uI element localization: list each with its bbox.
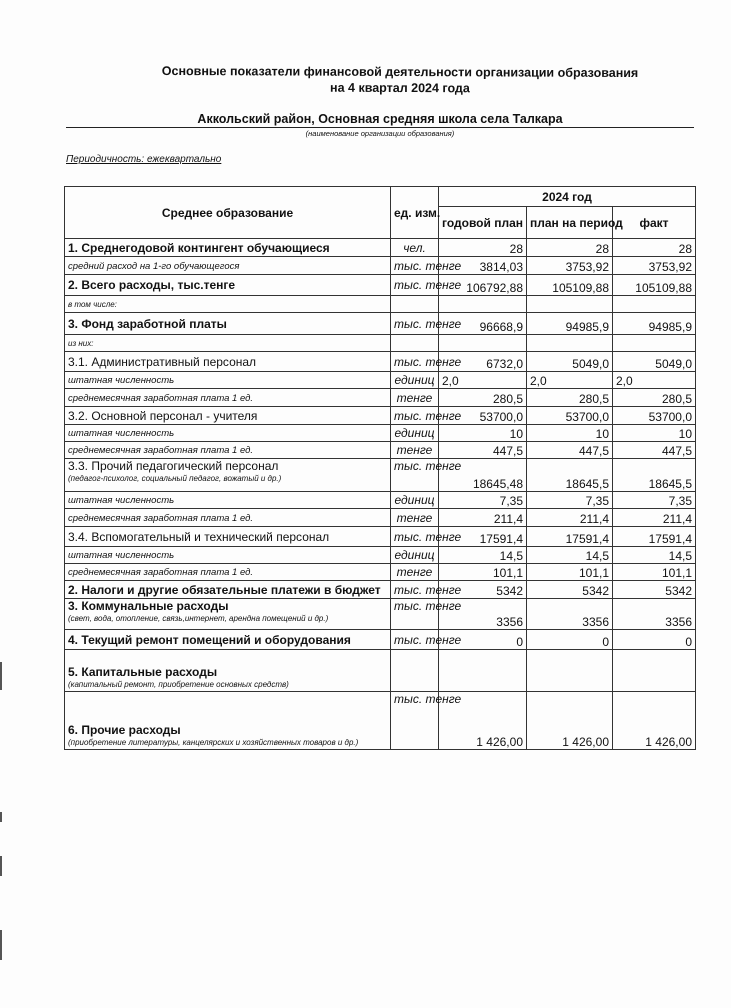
annual-plan-value: 3814,03	[439, 257, 527, 275]
organization-note: (наименование организации образования)	[305, 129, 455, 138]
row-name-cell	[65, 313, 391, 335]
table-row	[65, 425, 696, 442]
scan-mark	[0, 662, 2, 690]
period-plan-value: 7,35	[527, 492, 613, 509]
table-row	[65, 275, 696, 296]
row-unit: тыс. тенге	[391, 581, 439, 599]
table-row	[65, 335, 696, 352]
row-unit	[391, 335, 439, 352]
row-unit: единиц	[391, 425, 439, 442]
row-name-cell	[65, 442, 391, 459]
annual-plan-value: 211,4	[439, 509, 527, 527]
period-plan-value: 447,5	[527, 442, 613, 459]
annual-plan-value: 28	[439, 239, 527, 257]
fact-value: 0	[613, 630, 696, 650]
fact-value: 211,4	[613, 509, 696, 527]
row-unit: тыс. тенге	[391, 352, 439, 372]
row-unit: единиц	[391, 547, 439, 564]
row-name-cell	[65, 459, 391, 492]
row-unit: тыс. тенге	[391, 630, 439, 650]
fact-value: 5342	[613, 581, 696, 599]
row-name: 3.1. Административный персонал	[68, 354, 257, 369]
period-plan-value	[527, 335, 613, 352]
fact-value: 10	[613, 425, 696, 442]
title-line-1: Основные показатели финансовой деятельности организации образования	[161, 63, 639, 81]
row-name: 3. Фонд заработной платы	[68, 316, 227, 331]
title-line-2: на 4 квартал 2024 года	[330, 80, 470, 96]
row-subtitle: (свет, вода, отопление, связь,интернет, арендна помещений и др.)	[68, 614, 329, 623]
row-name: 2. Всего расходы, тыс.тенге	[68, 278, 236, 292]
fact-value: 17591,4	[613, 527, 696, 547]
fact-value: 53700,0	[613, 407, 696, 425]
row-unit: тыс. тенге	[391, 459, 439, 492]
annual-plan-value: 96668,9	[439, 313, 527, 335]
row-unit: тыс. тенге	[391, 599, 439, 630]
fact-value: 28	[613, 239, 696, 257]
table-row	[65, 492, 696, 509]
row-name-cell	[65, 425, 391, 442]
table-row	[65, 509, 696, 527]
row-name-cell	[65, 275, 391, 296]
row-name: штатная численность	[68, 495, 175, 506]
row-name-cell	[65, 547, 391, 564]
period-plan-value: 0	[527, 630, 613, 650]
row-name: 2. Налоги и другие обязательные платежи в бюджет	[68, 582, 381, 597]
row-unit: единиц	[391, 372, 439, 389]
table-row	[65, 389, 696, 407]
table-row	[65, 692, 696, 750]
row-unit: тыс. тенге	[391, 275, 439, 296]
row-name-cell	[65, 630, 391, 650]
periodicity: Периодичность: ежеквартально	[66, 154, 222, 165]
row-name-cell	[65, 407, 391, 425]
fact-value: 3356	[613, 599, 696, 630]
row-unit: тыс. тенге	[391, 257, 439, 275]
row-subtitle: (приобретение литературы, канцелярских и хозяйственных товаров и др.)	[68, 738, 359, 747]
row-name: штатная численность	[68, 375, 175, 386]
table-row	[65, 372, 696, 389]
annual-plan-value: 7,35	[439, 492, 527, 509]
fact-value: 1 426,00	[613, 692, 696, 750]
annual-plan-value: 3356	[439, 599, 527, 630]
header-year: 2024 год	[439, 187, 696, 207]
fact-value: 94985,9	[613, 313, 696, 335]
fact-value: 2,0	[613, 372, 696, 389]
fact-value: 14,5	[613, 547, 696, 564]
table-row	[65, 257, 696, 275]
financial-indicators-table	[64, 186, 696, 750]
period-plan-value: 2,0	[527, 372, 613, 389]
annual-plan-value: 2,0	[439, 372, 527, 389]
fact-value: 3753,92	[613, 257, 696, 275]
table-row	[65, 527, 696, 547]
row-name-cell	[65, 692, 391, 750]
table-row	[65, 599, 696, 630]
row-name-cell	[65, 257, 391, 275]
row-name: среднемесячная заработная плата 1 ед.	[68, 392, 254, 404]
row-unit: тыс. тенге	[391, 527, 439, 547]
row-unit: чел.	[391, 239, 439, 257]
annual-plan-value: 18645,48	[439, 459, 527, 492]
annual-plan-value: 53700,0	[439, 407, 527, 425]
table-row	[65, 407, 696, 425]
table-row	[65, 296, 696, 313]
annual-plan-value: 6732,0	[439, 352, 527, 372]
scan-mark	[0, 856, 2, 876]
header-name: Среднее образование	[65, 187, 391, 239]
document-title	[100, 63, 700, 98]
period-plan-value: 3753,92	[527, 257, 613, 275]
row-name-cell	[65, 492, 391, 509]
row-name-cell	[65, 239, 391, 257]
fact-value: 447,5	[613, 442, 696, 459]
row-unit	[391, 650, 439, 692]
row-name-cell	[65, 650, 391, 692]
period-plan-value: 53700,0	[527, 407, 613, 425]
table-row	[65, 442, 696, 459]
period-plan-value: 211,4	[527, 509, 613, 527]
row-unit: тыс. тенге	[391, 407, 439, 425]
period-plan-value: 28	[527, 239, 613, 257]
row-name: штатная численность	[68, 428, 175, 439]
annual-plan-value: 447,5	[439, 442, 527, 459]
period-plan-value: 14,5	[527, 547, 613, 564]
fact-value: 280,5	[613, 389, 696, 407]
row-name-cell	[65, 389, 391, 407]
row-unit: тенге	[391, 389, 439, 407]
table-row	[65, 352, 696, 372]
row-name: 3. Коммунальные расходы	[68, 599, 229, 613]
period-plan-value	[527, 650, 613, 692]
row-name: 5. Капитальные расходы	[68, 665, 218, 679]
row-name: среднемесячная заработная плата 1 ед.	[68, 445, 254, 456]
period-plan-value: 18645,5	[527, 459, 613, 492]
scan-mark	[0, 930, 2, 960]
row-name: 3.3. Прочий педагогический персонал	[68, 459, 279, 473]
row-name-cell	[65, 296, 391, 313]
period-plan-value: 101,1	[527, 564, 613, 581]
fact-value: 101,1	[613, 564, 696, 581]
fact-value	[613, 335, 696, 352]
row-subtitle: (капитальный ремонт, приобретение основных средств)	[68, 680, 289, 689]
header-unit: ед. изм.	[391, 187, 439, 239]
header-annual-plan: годовой план	[439, 207, 527, 239]
annual-plan-value: 1 426,00	[439, 692, 527, 750]
period-plan-value: 3356	[527, 599, 613, 630]
header-fact: факт	[613, 207, 696, 239]
fact-value	[613, 650, 696, 692]
fact-value: 105109,88	[613, 275, 696, 296]
row-name-cell	[65, 372, 391, 389]
annual-plan-value: 280,5	[439, 389, 527, 407]
period-plan-value	[527, 296, 613, 313]
row-name-cell	[65, 352, 391, 372]
period-plan-value: 94985,9	[527, 313, 613, 335]
period-plan-value: 5342	[527, 581, 613, 599]
row-name-cell	[65, 509, 391, 527]
table-row	[65, 459, 696, 492]
annual-plan-value: 106792,88	[439, 275, 527, 296]
table-row	[65, 650, 696, 692]
table-row	[65, 630, 696, 650]
row-name: штатная численность	[68, 550, 175, 561]
table-row	[65, 547, 696, 564]
period-plan-value: 1 426,00	[527, 692, 613, 750]
row-name: среднемесячная заработная плата 1 ед.	[68, 512, 254, 524]
row-name: из них:	[68, 339, 94, 348]
annual-plan-value: 0	[439, 630, 527, 650]
row-name: 3.2. Основной персонал - учителя	[68, 408, 258, 423]
period-plan-value: 105109,88	[527, 275, 613, 296]
row-name: 6. Прочие расходы	[68, 723, 181, 737]
annual-plan-value: 101,1	[439, 564, 527, 581]
row-name-cell	[65, 564, 391, 581]
table-row	[65, 581, 696, 599]
row-unit: тенге	[391, 509, 439, 527]
row-name: в том числе:	[68, 300, 117, 309]
row-name: 4. Текущий ремонт помещений и оборудования	[68, 632, 351, 647]
row-name-cell	[65, 599, 391, 630]
row-name: среднемесячная заработная плата 1 ед.	[68, 567, 254, 578]
row-unit: тенге	[391, 564, 439, 581]
row-unit: единиц	[391, 492, 439, 509]
row-name-cell	[65, 335, 391, 352]
row-name-cell	[65, 581, 391, 599]
row-name: 3.4. Вспомогательный и технический персонал	[68, 529, 330, 544]
row-subtitle: (педагог-психолог, социальный педагог, вожатый и др.)	[68, 474, 282, 483]
annual-plan-value	[439, 650, 527, 692]
row-name-cell	[65, 527, 391, 547]
annual-plan-value: 14,5	[439, 547, 527, 564]
row-name: средний расход на 1-го обучающегося	[68, 260, 240, 272]
annual-plan-value	[439, 296, 527, 313]
table-row	[65, 564, 696, 581]
fact-value	[613, 296, 696, 313]
row-name: 1. Среднегодовой контингент обучающиеся	[68, 240, 330, 255]
table-row	[65, 313, 696, 335]
fact-value: 5049,0	[613, 352, 696, 372]
organization-name: Аккольский район, Основная средняя школа села Талкара	[66, 112, 694, 128]
row-unit: тенге	[391, 442, 439, 459]
header-period-plan: план на период	[527, 207, 613, 239]
period-plan-value: 10	[527, 425, 613, 442]
table-row	[65, 239, 696, 257]
fact-value: 18645,5	[613, 459, 696, 492]
scan-mark	[0, 812, 2, 822]
row-unit: тыс. тенге	[391, 313, 439, 335]
annual-plan-value: 5342	[439, 581, 527, 599]
fact-value: 7,35	[613, 492, 696, 509]
annual-plan-value: 17591,4	[439, 527, 527, 547]
period-plan-value: 17591,4	[527, 527, 613, 547]
period-plan-value: 280,5	[527, 389, 613, 407]
period-plan-value: 5049,0	[527, 352, 613, 372]
row-unit: тыс. тенге	[391, 692, 439, 750]
annual-plan-value	[439, 335, 527, 352]
annual-plan-value: 10	[439, 425, 527, 442]
row-unit	[391, 296, 439, 313]
